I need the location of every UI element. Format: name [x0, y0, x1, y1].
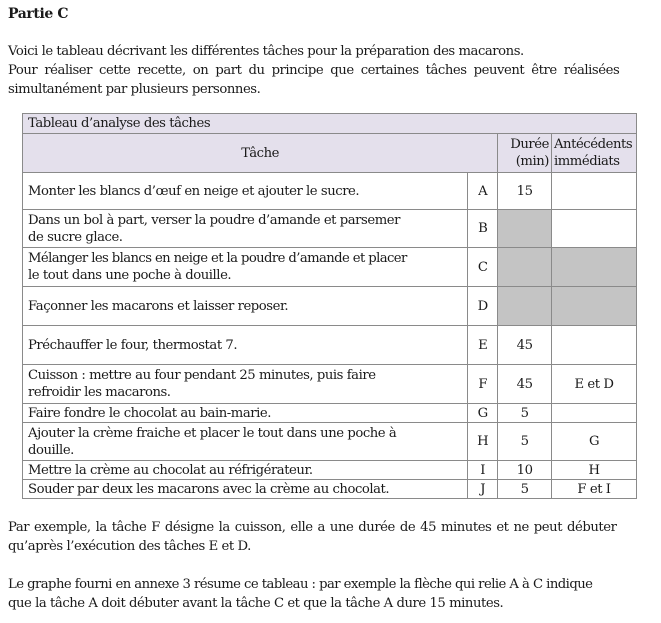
task-id: J — [468, 480, 498, 499]
task-description-line-1: Ajouter la crème fraiche et placer le tout dans une poche à — [28, 425, 397, 441]
intro-line-3: simultanément par plusieurs personnes. — [8, 82, 261, 97]
example-paragraph-2 — [8, 575, 592, 613]
task-duration-shaded — [498, 287, 552, 326]
header-task: Tâche — [23, 134, 498, 173]
task-duration-shaded — [498, 248, 552, 287]
table-row — [23, 173, 637, 210]
header-antecedents-line-1: Antécédents — [553, 137, 633, 152]
task-description-line-2: de sucre glace. — [28, 229, 123, 245]
section-heading: Partie C — [8, 6, 69, 22]
task-id: G — [468, 404, 498, 423]
table-row — [23, 365, 637, 404]
task-id: F — [468, 365, 498, 404]
task-description — [23, 248, 468, 287]
example2-line-1: Le graphe fourni en annexe 3 résume ce tableau : par exemple la flèche qui relie A à C indique — [8, 577, 593, 592]
task-duration: 5 — [498, 423, 552, 461]
example1-line-2: qu’après l’exécution des tâches E et D. — [8, 539, 251, 554]
task-antecedents — [551, 210, 636, 248]
header-duration-line-1: Durée — [510, 137, 549, 152]
table-row — [23, 404, 637, 423]
intro-line-2: Pour réaliser cette recette, on part du principe que certaines tâches peuvent être réalisées — [8, 63, 620, 78]
table-row — [23, 210, 637, 248]
task-id: B — [468, 210, 498, 248]
intro-line-1: Voici le tableau décrivant les différentes tâches pour la préparation des macarons. — [8, 44, 524, 59]
task-antecedents: E et D — [551, 365, 636, 404]
task-duration: 5 — [498, 404, 552, 423]
table-row — [23, 248, 637, 287]
task-duration: 10 — [498, 461, 552, 480]
task-id: D — [468, 287, 498, 326]
task-description-line-2: refroidir les macarons. — [28, 385, 171, 400]
task-description-line-2: douille. — [28, 442, 74, 458]
task-description: Façonner les macarons et laisser reposer. — [23, 287, 468, 326]
task-id: I — [468, 461, 498, 480]
task-antecedents: G — [551, 423, 636, 461]
task-description: Préchauffer le four, thermostat 7. — [23, 326, 468, 365]
task-description-line-2: le tout dans une poche à douille. — [28, 268, 232, 283]
task-antecedents — [551, 173, 636, 210]
task-id: C — [468, 248, 498, 287]
task-description: Souder par deux les macarons avec la crème au chocolat. — [23, 480, 468, 499]
task-description — [23, 210, 468, 248]
task-description: Monter les blancs d’œuf en neige et ajouter le sucre. — [23, 173, 468, 210]
task-antecedents — [551, 326, 636, 365]
task-id: H — [468, 423, 498, 461]
task-description-line-1: Dans un bol à part, verser la poudre d’amande et parsemer — [28, 212, 400, 228]
table-row — [23, 480, 637, 499]
task-duration: 5 — [498, 480, 552, 499]
table-row — [23, 461, 637, 480]
task-description — [23, 365, 468, 404]
task-id: E — [468, 326, 498, 365]
table-row — [23, 423, 637, 461]
header-duration — [498, 134, 552, 173]
table-row — [23, 326, 637, 365]
table-row — [23, 287, 637, 326]
task-description: Mettre la crème au chocolat au réfrigérateur. — [23, 461, 468, 480]
task-duration: 45 — [498, 326, 552, 365]
task-description — [23, 423, 468, 461]
header-antecedents-line-2: immédiats — [553, 154, 620, 169]
intro-paragraph — [8, 42, 619, 99]
example2-line-2: que la tâche A doit débuter avant la tâche C et que la tâche A dure 15 minutes. — [8, 596, 504, 611]
task-id: A — [468, 173, 498, 210]
task-description: Faire fondre le chocolat au bain-marie. — [23, 404, 468, 423]
header-antecedents — [551, 134, 636, 173]
task-duration-shaded — [498, 210, 552, 248]
header-duration-line-2: (min) — [515, 154, 549, 169]
example1-line-1: Par exemple, la tâche F désigne la cuisson, elle a une durée de 45 minutes et ne peut débuter — [8, 520, 617, 535]
example-paragraph-1 — [8, 518, 616, 556]
task-antecedents: F et I — [551, 480, 636, 499]
task-duration: 15 — [498, 173, 552, 210]
task-duration: 45 — [498, 365, 552, 404]
task-description-line-1: Mélanger les blancs en neige et la poudre d’amande et placer — [28, 251, 407, 266]
task-antecedents-shaded — [551, 287, 636, 326]
task-antecedents — [551, 404, 636, 423]
table-caption: Tableau d’analyse des tâches — [23, 114, 637, 134]
task-description-line-1: Cuisson : mettre au four pendant 25 minutes, puis faire — [28, 368, 376, 383]
task-analysis-table — [22, 113, 637, 499]
task-antecedents: H — [551, 461, 636, 480]
task-antecedents-shaded — [551, 248, 636, 287]
